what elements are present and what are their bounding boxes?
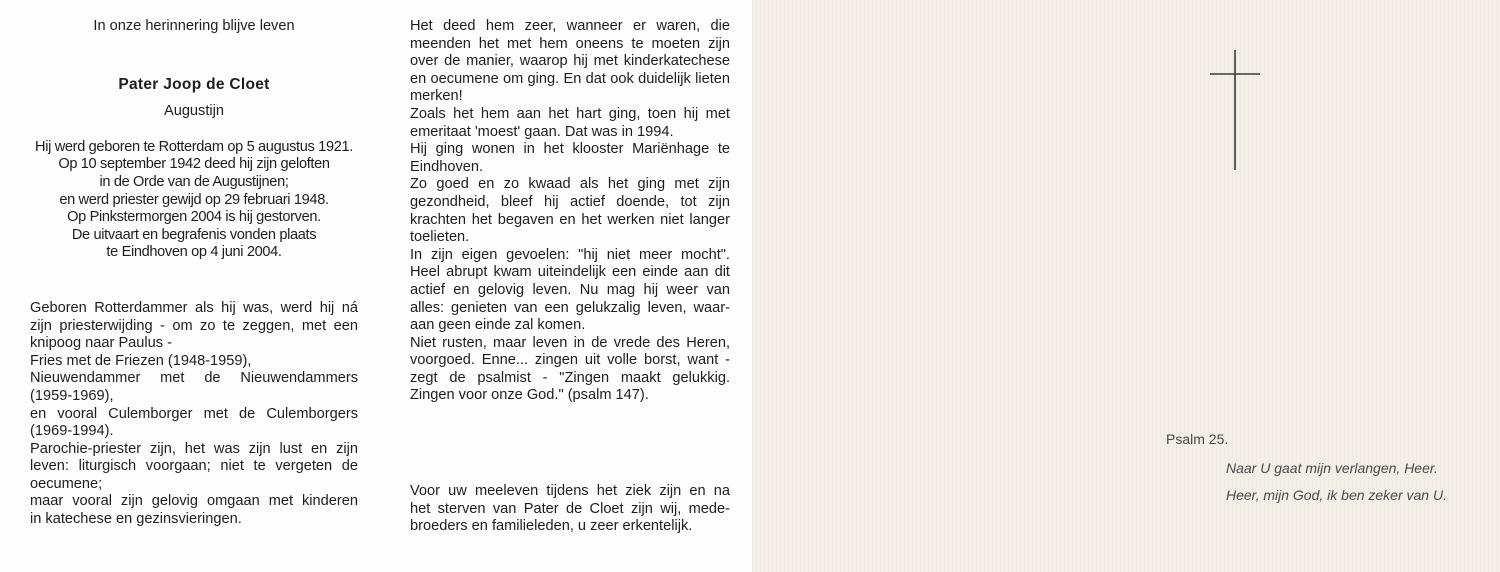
text-line: en oecumene om ging. En dat ook duidelijk lieten <box>410 70 730 87</box>
bio-line: in de Orde van de Augustijnen; <box>99 173 289 190</box>
life-text-block <box>30 300 358 529</box>
text-line: gezondheid, bleef hij actief doende, tot zijn <box>410 193 730 210</box>
intro-line: In onze herinnering blijve leven <box>93 18 295 34</box>
left-column <box>30 18 358 529</box>
text-line: leven: liturgisch voorgaan; niet te vergeten de <box>30 458 358 475</box>
text-line: Fries met de Friezen (1948-1959), <box>30 352 252 369</box>
bio-line: en werd priester gewijd op 29 februari 1948. <box>59 191 329 208</box>
text-line: Zingen voor onze God." (psalm 147). <box>410 387 649 404</box>
text-line: zegt de psalmist - "Zingen maakt gelukkig. <box>410 369 730 386</box>
cross-icon <box>1210 50 1260 170</box>
text-line: In zijn eigen gevoelen: "hij niet meer mocht". <box>410 246 730 263</box>
text-line: meenden het met hem oneens te moeten zijn <box>410 35 730 52</box>
text-line: voorgoed. Enne... zingen uit volle borst, want - <box>410 352 730 369</box>
text-line: Hij ging wonen in het klooster Mariënhage te <box>410 141 730 158</box>
memorial-text-block <box>410 18 730 405</box>
middle-column <box>410 18 730 536</box>
text-line: maar vooral zijn gelovig omgaan met kinderen <box>30 493 358 510</box>
text-line: Parochie-priester zijn, het was zijn lust en zijn <box>30 440 358 457</box>
text-line: Het deed hem zeer, wanneer er waren, die <box>410 18 730 34</box>
text-line: merken! <box>410 88 463 105</box>
text-line: knipoog naar Paulus - <box>30 335 172 352</box>
text-line: Heel abrupt kwam uiteindelijk een einde aan dit <box>410 264 730 281</box>
bio-line: De uitvaart en begrafenis vonden plaats <box>71 226 317 243</box>
bio-line: Op 10 september 1942 deed hij zijn geloften <box>58 156 330 173</box>
biography-block <box>30 139 358 262</box>
bio-line: Hij werd geboren te Rotterdam op 5 augustus 1921. <box>35 138 353 155</box>
psalm-verse-line: Naar U gaat mijn verlangen, Heer. <box>1226 460 1438 476</box>
text-line: over de manier, waarop hij met kinderkatechese <box>410 53 730 70</box>
text-line: Eindhoven. <box>410 158 484 175</box>
thanks-line: Voor uw meeleven tijdens het ziek zijn en na <box>410 483 730 500</box>
text-line: (1969-1994). <box>30 423 114 440</box>
text-line: Niet rusten, maar leven in de vrede des Heren, <box>410 334 730 351</box>
bio-line: te Eindhoven op 4 juni 2004. <box>106 244 282 261</box>
psalm-reference: Psalm 25. <box>1166 431 1229 447</box>
text-line: Geboren Rotterdammer als hij was, werd hij ná <box>30 299 358 316</box>
thanks-block <box>410 483 730 536</box>
bio-line: Op Pinkstermorgen 2004 is hij gestorven. <box>67 209 321 226</box>
text-line: alles: genieten van een gelukzalig leven, waar- <box>410 299 730 316</box>
text-line: Nieuwendammer met de Nieuwendammers <box>30 370 358 387</box>
text-line: (1959-1969), <box>30 387 114 404</box>
text-line: emeritaat 'moest' gaan. Dat was in 1994. <box>410 123 674 140</box>
text-line: in katechese en gezinsvieringen. <box>30 511 242 528</box>
text-line: Zo goed en zo kwaad als het ging met zijn <box>410 176 730 193</box>
text-line: actief en gelovig leven. Nu mag hij weer van <box>410 281 730 298</box>
text-line: en vooral Culemborger met de Culemborgers <box>30 405 358 422</box>
thanks-line: broeders en familieleden, u zeer erkentelijk. <box>410 518 693 535</box>
religious-order: Augustijn <box>163 103 225 120</box>
deceased-name: Pater Joop de Cloet <box>118 75 270 93</box>
psalm-verse-line: Heer, mijn God, ik ben zeker van U. <box>1226 487 1447 503</box>
text-line: toelieten. <box>410 229 470 246</box>
text-line: Zoals het hem aan het hart ging, toen hij met <box>410 105 730 122</box>
thanks-line: het sterven van Pater de Cloet zijn wij, mede- <box>410 500 730 517</box>
text-line: aan geen einde zal komen. <box>410 317 586 334</box>
text-line: oecumene; <box>30 475 103 492</box>
text-line: zijn priesterwijding - om zo te zeggen, met een <box>30 317 358 334</box>
text-line: krachten het begaven en het werken niet langer <box>410 211 730 228</box>
